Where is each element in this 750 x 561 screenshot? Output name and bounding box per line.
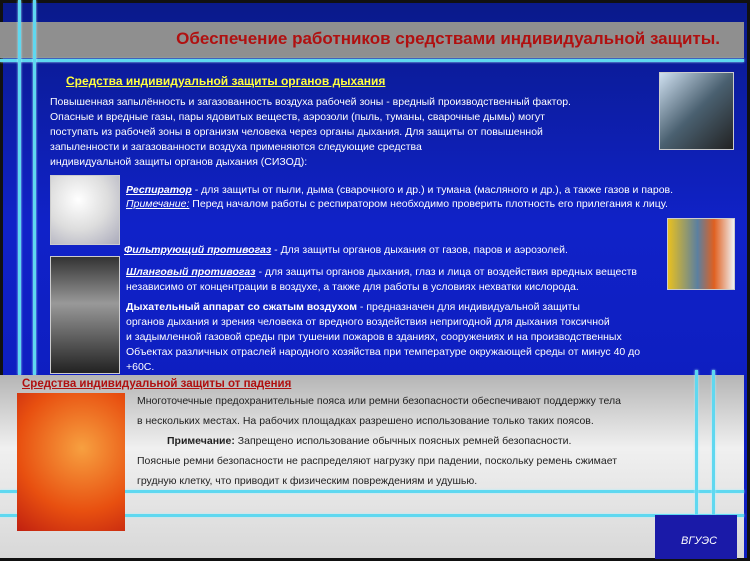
divider — [33, 0, 36, 375]
fall-line: грудную клетку, что приводит к физическим повреждениям и удушью. — [137, 475, 478, 487]
hose-text: независимо от концентрации в воздухе, а также для работы в условиях нехватки кислорода. — [126, 281, 579, 293]
divider — [712, 370, 715, 515]
fall-heading: Средства индивидуальной защиты от падения — [22, 378, 292, 390]
workers-photo — [667, 218, 735, 290]
respirator-photo — [50, 175, 120, 245]
fall-line: в нескольких местах. На рабочих площадках разрешено использование только таких поясов. — [137, 415, 594, 427]
intro-line: индивидуальной защиты органов дыхания (СИЗОД): — [50, 156, 308, 168]
intro-line: поступать из рабочей зоны в организм человека через органы дыхания. Для защиты от повышенной — [50, 126, 543, 138]
apparatus-line: органов дыхания и зрения человека от вредного воздействия непригодной для дыхания токсичной — [126, 316, 610, 328]
intro-line: Опасные и вредные газы, пары ядовитых веществ, аэрозоли (пыль, туманы, сварочные дымы) могут — [50, 111, 545, 123]
apparatus-desc — [126, 300, 640, 375]
fall-note-text: Запрещено использование обычных поясных ремней безопасности. — [234, 435, 572, 447]
note-text: Перед началом работы с респиратором необходимо проверить плотность его прилегания к лицу. — [189, 198, 668, 210]
respirator-term: Респиратор — [126, 184, 192, 196]
fall-line: Поясные ремни безопасности не распределяют нагрузку при падении, поскольку ремень сжимает — [137, 455, 618, 467]
apparatus-line: Объектах различных отраслей народного хозяйства при температуре окружающей среды от минус 40 до — [126, 346, 641, 358]
apparatus-line: +60С. — [126, 361, 155, 373]
apparatus-line: и задымленной газовой среды при тушении пожаров в зданиях, сооружениях и на производственных — [126, 331, 622, 343]
hose-text: - для защиты органов дыхания, глаз и лица от воздействия вредных веществ — [255, 266, 637, 278]
logo-text: ВГУЭС — [681, 535, 718, 547]
respirator-desc — [126, 183, 673, 198]
fall-note-term: Примечание: — [167, 435, 235, 447]
hose-term: Шланговый противогаз — [126, 266, 256, 278]
breathing-apparatus-photo — [50, 256, 120, 374]
divider — [695, 370, 698, 515]
filter-term: Фильтрующий противогаз — [124, 244, 272, 256]
apparatus-text: - предназначен для индивидуальной защиты — [357, 301, 580, 313]
fall-line: Многоточечные предохранительные пояса или ремни безопасности обеспечивают поддержку тела — [137, 395, 621, 407]
fall-text — [137, 391, 621, 491]
intro-line: Повышенная запылённость и загазованность воздуха рабочей зоны - вредный производственный фактор. — [50, 96, 571, 108]
fall-note — [137, 431, 621, 451]
apparatus-term: Дыхательный аппарат со сжатым воздухом — [126, 301, 357, 313]
gas-mask-photo — [659, 72, 734, 150]
divider — [0, 59, 744, 62]
respirator-note — [126, 197, 668, 212]
respirator-text: - для защиты от пыли, дыма (сварочного и др.) и тумана (масляного и др.), а также газов и паров. — [191, 184, 674, 196]
intro-line: запыленности и загазованности воздуха применяются следующие средства — [50, 141, 422, 153]
breathing-intro — [50, 95, 571, 170]
harness-photo — [17, 393, 125, 531]
university-logo — [655, 515, 737, 559]
slide-title: Обеспечение работников средствами индивидуальной защиты. — [176, 29, 720, 48]
filter-text: - Для защиты органов дыхания от газов, паров и аэрозолей. — [271, 244, 568, 256]
divider — [18, 0, 21, 375]
note-term: Примечание: — [126, 198, 190, 210]
filter-desc — [124, 243, 568, 258]
hose-desc — [126, 265, 637, 295]
breathing-heading: Средства индивидуальной защиты органов дыхания — [66, 74, 386, 88]
